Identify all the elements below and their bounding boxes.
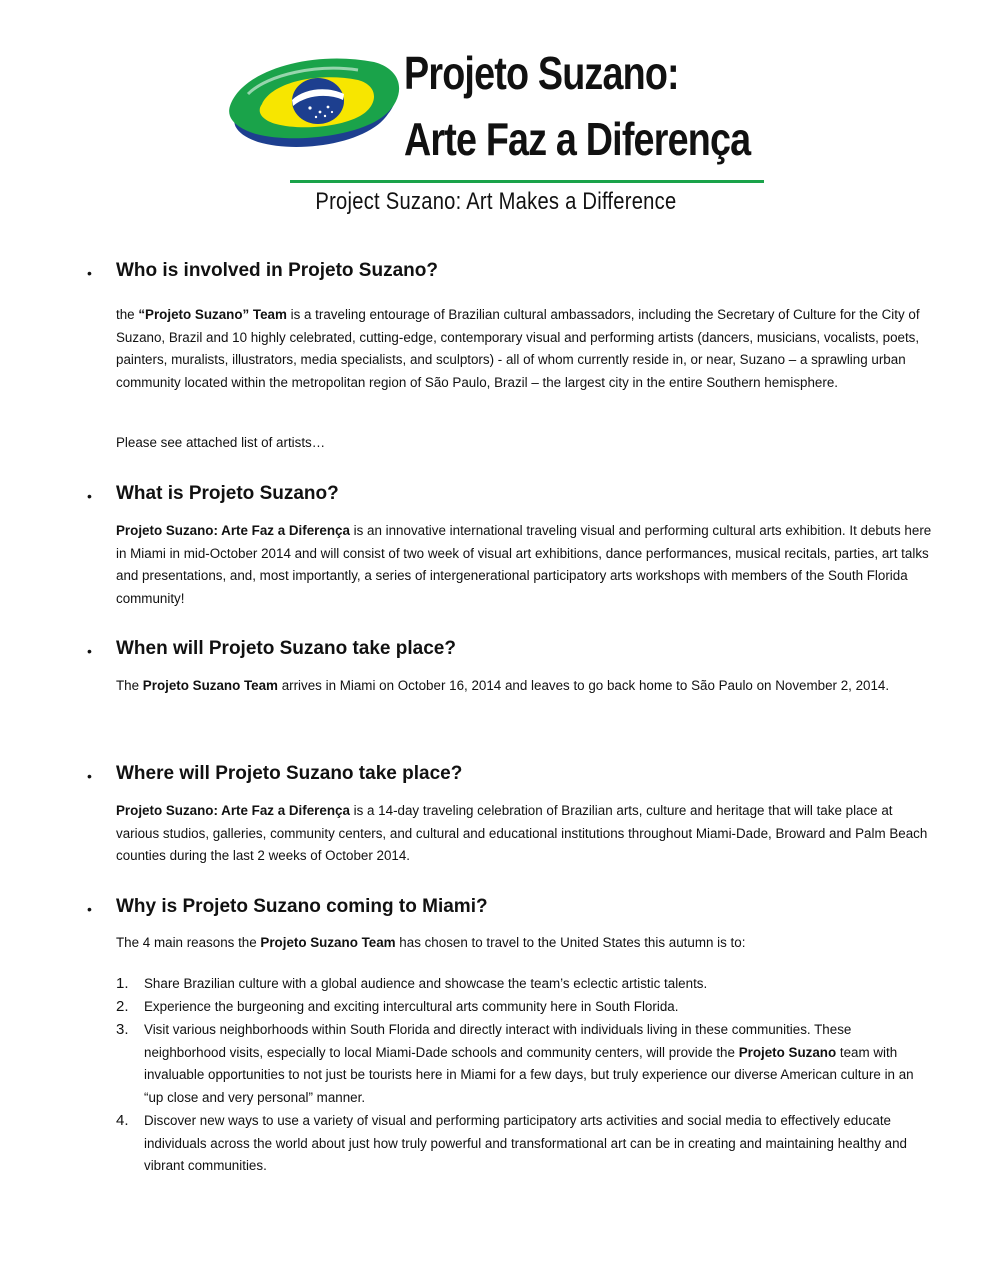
document-header (0, 0, 992, 240)
text-run: Visit various neighborhoods within South Florida and directly interact with individuals living in these communities. These neighborhood visits, especially to local Miami-Dade schools and community centers, will provide the (144, 1022, 852, 1060)
bullet: • (87, 901, 92, 917)
bold-text: Projeto Suzano: Arte Faz a Diferença (116, 803, 350, 818)
list-text: Share Brazilian culture with a global audience and showcase the team’s eclectic artistic talents. (144, 976, 708, 991)
subtitle (0, 188, 992, 216)
section-paragraph-when (116, 675, 936, 698)
section-heading-who: Who is involved in Projeto Suzano? (116, 260, 438, 281)
bold-text: Projeto Suzano Team (142, 678, 278, 693)
section-heading-what: What is Projeto Suzano? (116, 483, 339, 504)
title-divider (290, 180, 764, 183)
text-run: The (116, 678, 143, 693)
list-number: 4. (116, 1112, 129, 1129)
section-heading-when: When will Projeto Suzano take place? (116, 638, 456, 659)
bullet: • (87, 768, 92, 784)
section-paragraph-why (116, 932, 936, 955)
bold-text: Projeto Suzano (738, 1044, 837, 1060)
text-run: is an innovative international traveling visual and performing cultural arts exhibition. It debuts here in Miami in mid-October 2014 and will consist of two week of visual art exhibitions, dance performances, musical recitals, parties, art talks and presentations, and, most importantly, a series of intergenerational participatory arts workshops with members of the South Florida community! (116, 523, 932, 606)
section-heading-why: Why is Projeto Suzano coming to Miami? (116, 896, 488, 917)
bullet: • (87, 265, 92, 281)
text-run: The 4 main reasons the (116, 935, 261, 950)
text-run: the (116, 307, 139, 322)
section-paragraph-what (116, 520, 936, 610)
list-number: 2. (116, 998, 129, 1015)
text-run: is a traveling entourage of Brazilian cultural ambassadors, including the Secretary of Culture for the City of Suzano, Brazil and 10 highly celebrated, cutting-edge, contemporary visual and performing artists (dancers, musicians, vocalists, poets, painters, muralists, illustrators, media specialists, and sculptors) - all of whom currently reside in, or near, Suzano – a sprawling urban community located within the metropolitan region of São Paulo, Brazil – the largest city in the entire Southern hemisphere. (116, 307, 920, 390)
bullet: • (87, 643, 92, 659)
section-paragraph-where (116, 800, 936, 868)
list-number: 1. (116, 975, 129, 992)
title-line-1: Projeto Suzano: (404, 47, 679, 99)
section-heading-where: Where will Projeto Suzano take place? (116, 763, 463, 784)
list-text: Discover new ways to use a variety of visual and performing participatory arts activities and social media to effectively educate individuals across the world about just how truly powerful and transformational art can be in creating and maintaining healthy and vibrant communities. (144, 1113, 907, 1173)
text-run: team with invaluable opportunities to not just be tourists here in Miami for a few days, but truly experience our diverse American culture in an “up close and very personal” manner. (144, 1044, 914, 1105)
title-line-2: Arte Faz a Diferença (404, 113, 751, 165)
bold-text: Projeto Suzano: Arte Faz a Diferença (116, 523, 350, 538)
list-text (144, 1019, 936, 1109)
bold-text: Projeto Suzano Team (260, 935, 396, 950)
list-number: 3. (116, 1021, 129, 1038)
bullet: • (87, 488, 92, 504)
text-run: arrives in Miami on October 16, 2014 and leaves to go back home to São Paulo on November 2, 2014. (277, 678, 890, 693)
brazil-flag-brushstroke-icon (228, 44, 408, 164)
bold-text: “Projeto Suzano” Team (138, 307, 287, 322)
list-text: Experience the burgeoning and exciting intercultural arts community here in South Florida. (144, 999, 679, 1014)
text-run: has chosen to travel to the United States this autumn is to: (395, 935, 746, 950)
see-attached-note: Please see attached list of artists… (116, 435, 326, 450)
text-run: is a 14-day traveling celebration of Brazilian arts, culture and heritage that will take place at various studios, galleries, community centers, and cultural and educational institutions throughout Miami-Dade, Broward and Palm Beach counties during the last 2 weeks of October 2014. (116, 803, 928, 863)
section-paragraph-who (116, 304, 936, 394)
subtitle-text: Project Suzano: Art Makes a Difference (315, 188, 677, 215)
